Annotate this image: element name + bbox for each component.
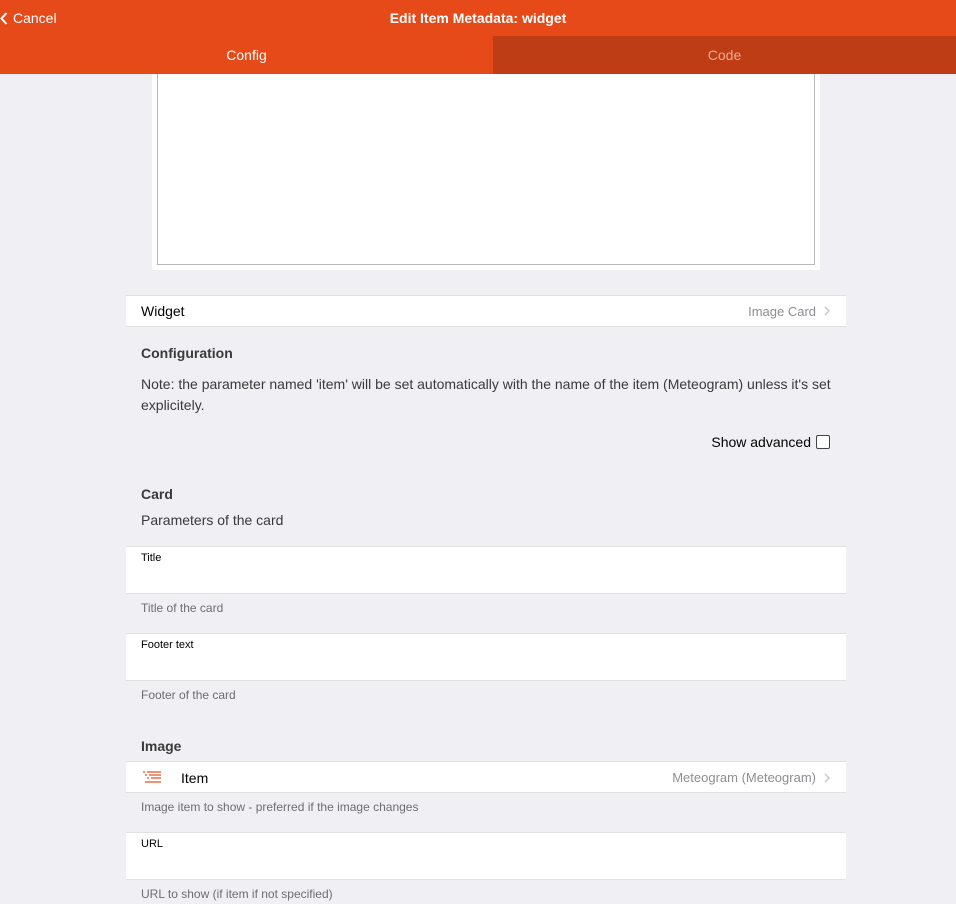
footer-field-label: Footer text — [141, 639, 194, 651]
show-advanced-checkbox[interactable] — [816, 435, 830, 449]
widget-value-text: Image Card — [748, 303, 816, 319]
url-hint: URL to show (if item if not specified) — [141, 887, 333, 901]
cancel-label: Cancel — [13, 10, 57, 26]
show-advanced-label: Show advanced — [711, 434, 811, 450]
configuration-note: Note: the parameter named 'item' will be set automatically with the name of the item (Meteogram) unless it's set explicitely. — [141, 376, 831, 413]
url-field-row — [126, 832, 846, 880]
card-description: Parameters of the card — [141, 512, 284, 528]
configuration-heading: Configuration — [141, 345, 233, 361]
widget-value — [748, 304, 830, 319]
footer-hint: Footer of the card — [141, 688, 236, 702]
tab-config[interactable]: Config — [0, 36, 493, 74]
navbar — [0, 0, 956, 36]
title-field-row — [126, 546, 846, 594]
preview-panel — [152, 74, 820, 270]
cancel-button[interactable] — [0, 0, 57, 36]
image-item-row[interactable] — [126, 761, 846, 793]
image-item-hint: Image item to show - preferred if the image changes — [141, 800, 419, 814]
title-hint: Title of the card — [141, 601, 224, 615]
title-field-label: Title — [141, 552, 162, 564]
chevron-left-icon — [0, 12, 8, 25]
url-input[interactable] — [141, 855, 831, 875]
footer-text-input[interactable] — [141, 656, 831, 676]
page-title: Edit Item Metadata: widget — [389, 10, 567, 26]
image-heading: Image — [141, 738, 182, 754]
chevron-right-icon — [824, 306, 830, 316]
chevron-right-icon — [824, 773, 830, 783]
widget-label: Widget — [141, 303, 185, 319]
preview-canvas — [157, 74, 815, 265]
url-field-label: URL — [141, 838, 164, 850]
footer-field-row — [126, 633, 846, 681]
widget-select-row[interactable] — [126, 295, 846, 327]
list-icon — [143, 771, 161, 783]
image-item-value — [672, 770, 830, 785]
image-item-label: Item — [181, 770, 209, 786]
show-advanced-toggle[interactable] — [711, 433, 830, 451]
title-input[interactable] — [141, 569, 831, 589]
tab-bar — [0, 36, 956, 74]
tab-code[interactable]: Code — [493, 36, 956, 74]
card-heading: Card — [141, 486, 173, 502]
image-item-value-text: Meteogram (Meteogram) — [672, 770, 816, 785]
